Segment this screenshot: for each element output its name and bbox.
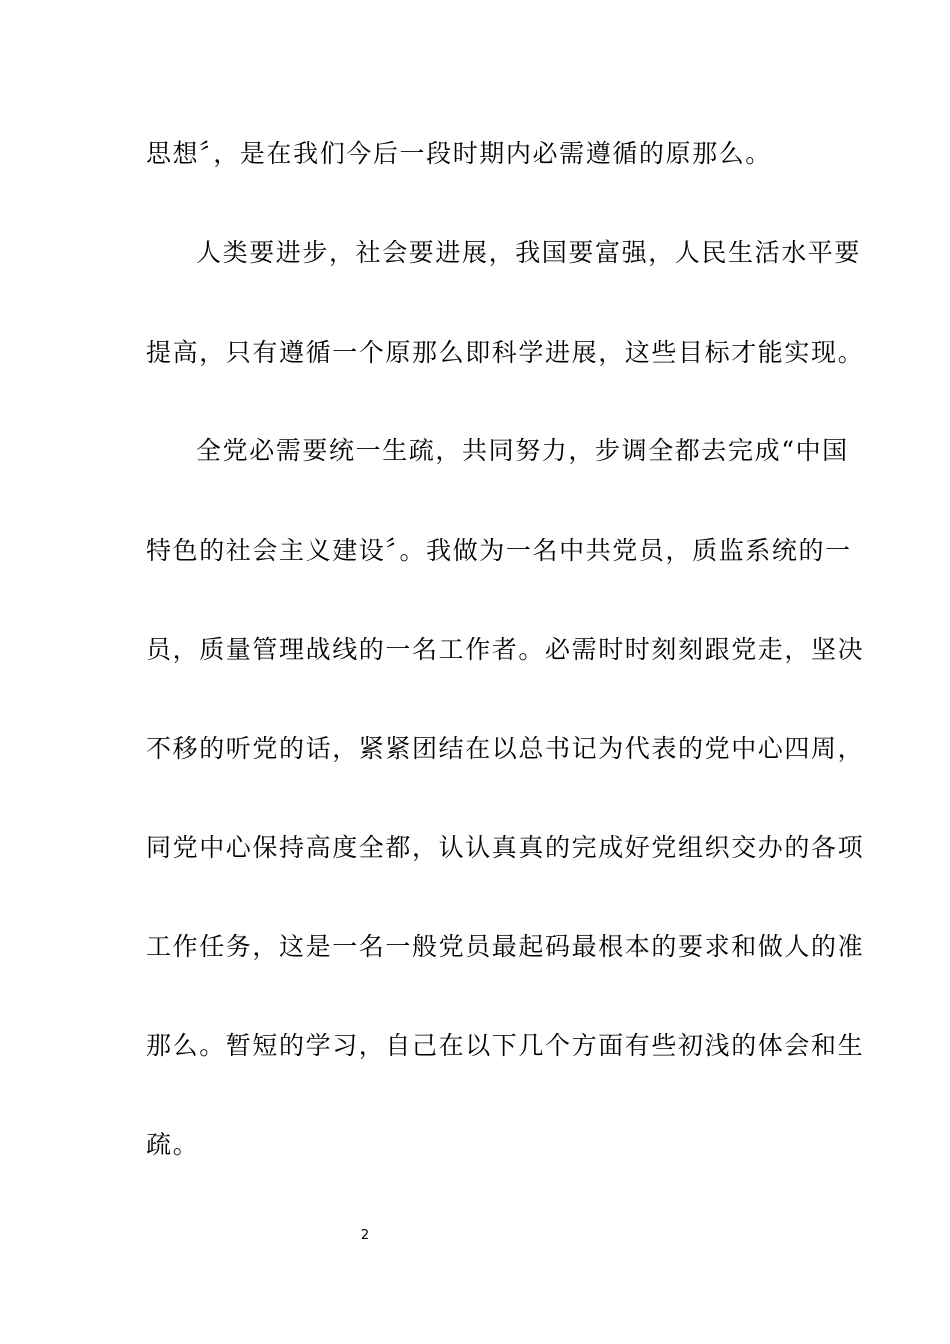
paragraph-first-line: 人类要进步，社会要进展，我国要富强，人民生活水平要 bbox=[196, 238, 862, 267]
text-line: 不移的听党的话，紧紧团结在以总书记为代表的党中心四周， bbox=[146, 734, 865, 763]
text-line: 工作任务，这是一名一般党员最起码最根本的要求和做人的准 bbox=[146, 932, 865, 961]
text-line: 特色的社会主义建设〞。我做为一名中共党员，质监系统的一 bbox=[146, 536, 852, 565]
text-line: 提高，只有遵循一个原那么即科学进展，这些目标才能实现。 bbox=[146, 338, 865, 367]
text-line: 疏。 bbox=[146, 1130, 200, 1159]
page-number: 2 bbox=[360, 1228, 370, 1243]
paragraph-first-line: 全党必需要统一生疏，共同努力，步调全都去完成“中国 bbox=[196, 436, 849, 465]
text-line: 员，质量管理战线的一名工作者。必需时时刻刻跟党走，坚决 bbox=[146, 635, 865, 664]
text-line: 同党中心保持高度全都，认认真真的完成好党组织交办的各项 bbox=[146, 833, 865, 862]
text-line: 思想〞，是在我们今后一段时期内必需遵循的原那么。 bbox=[146, 139, 772, 168]
text-line: 那么。暂短的学习，自己在以下几个方面有些初浅的体会和生 bbox=[146, 1031, 865, 1060]
